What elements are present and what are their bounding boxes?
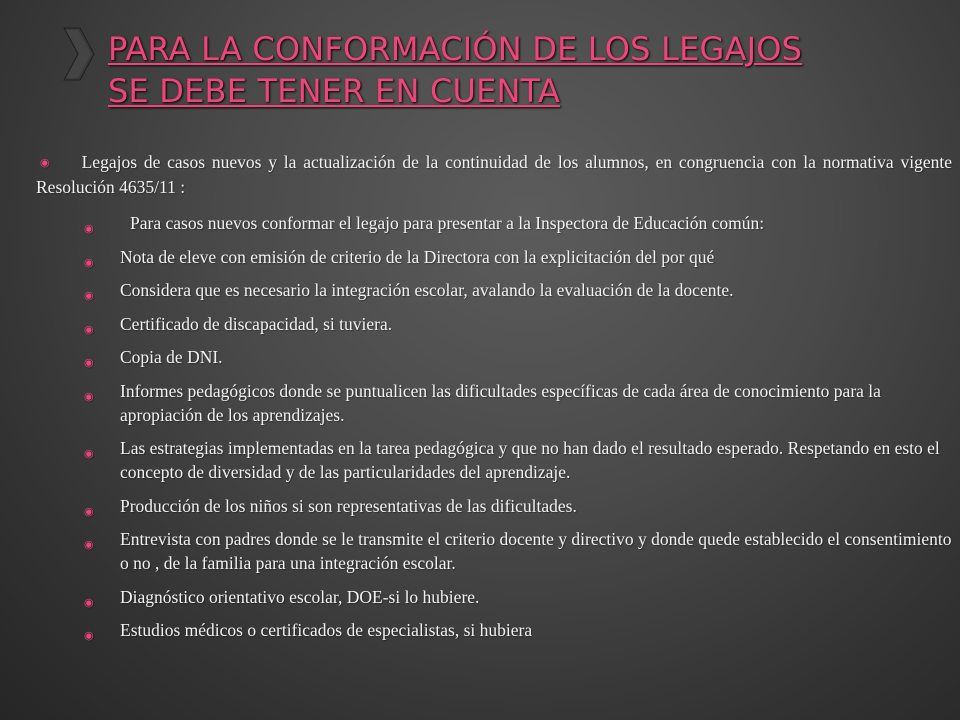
- bullet-icon: ◉: [84, 539, 94, 551]
- bullet-icon: ◉: [84, 390, 94, 403]
- slide-body: [36, 150, 952, 652]
- list-item-text: Producción de los niños si son representativas de las dificultades.: [120, 495, 577, 516]
- list-item-text: Copia de DNI.: [120, 347, 223, 367]
- bullet-icon: ◉: [84, 630, 94, 642]
- list-item: [36, 379, 952, 427]
- list-item-text: Para casos nuevos conformar el legajo para presentar a la Inspectora de Educación común:: [130, 213, 765, 233]
- list-item: [36, 618, 952, 642]
- list-item-text: Considera que es necesario la integración escolar, avalando la evaluación de la docente.: [120, 280, 734, 300]
- list-item-text: Nota de eleve con emisión de criterio de la Directora con la explicitación del por qué: [120, 246, 715, 267]
- list-item-text: Certificado de discapacidad, si tuviera.: [120, 313, 393, 334]
- bullet-icon: ◉: [84, 290, 94, 302]
- intro-text: Legajos de casos nuevos y la actualización de la continuidad de los alumnos, en congruencia con la normativa vigente Resolución 4635/11 :: [36, 152, 952, 197]
- chevron-arrow-icon: [58, 24, 96, 84]
- bullet-icon: ◉: [84, 256, 94, 269]
- list-item: [36, 345, 952, 369]
- list-item-text: Las estrategias implementadas en la tarea pedagógica y que no han dado el resultado esperado. Respetando en esto el concepto de diversidad y de las particularidades del aprendizaje.: [120, 438, 940, 482]
- title-line-1: PARA LA CONFORMACIÓN DE LOS LEGAJOS: [108, 30, 803, 68]
- bullet-icon: ◉: [84, 323, 94, 336]
- list-item: [36, 527, 952, 575]
- bullet-icon: ◉: [84, 505, 94, 518]
- list-item-text: Informes pedagógicos donde se puntualicen las dificultades específicas de cada área de conocimiento para la apropiación de los aprendizajes.: [120, 380, 881, 425]
- bullet-icon: ◉: [40, 157, 50, 169]
- list-item: [36, 312, 952, 336]
- intro-paragraph: [36, 150, 952, 199]
- bullet-icon: ◉: [84, 596, 94, 609]
- list-item: [36, 585, 952, 609]
- list-item-text: Estudios médicos o certificados de especialistas, si hubiera: [120, 620, 533, 640]
- bullet-icon: ◉: [84, 223, 94, 235]
- list-item: [36, 211, 952, 235]
- list-item-text: Diagnóstico orientativo escolar, DOE-si lo hubiere.: [120, 586, 480, 607]
- list-item: [36, 245, 952, 269]
- title-line-2: SE DEBE TENER EN CUENTA: [108, 72, 561, 110]
- list-item: [36, 494, 952, 518]
- slide-title: [108, 28, 948, 112]
- bullet-icon: ◉: [84, 357, 94, 369]
- requirements-list: [36, 211, 952, 642]
- bullet-icon: ◉: [84, 448, 94, 460]
- list-item-text: Entrevista con padres donde se le transmite el criterio docente y directivo y donde quede establecido el consentimiento o no , de la familia para una integración escolar.: [120, 529, 952, 573]
- list-item: [36, 278, 952, 302]
- list-item: [36, 436, 952, 484]
